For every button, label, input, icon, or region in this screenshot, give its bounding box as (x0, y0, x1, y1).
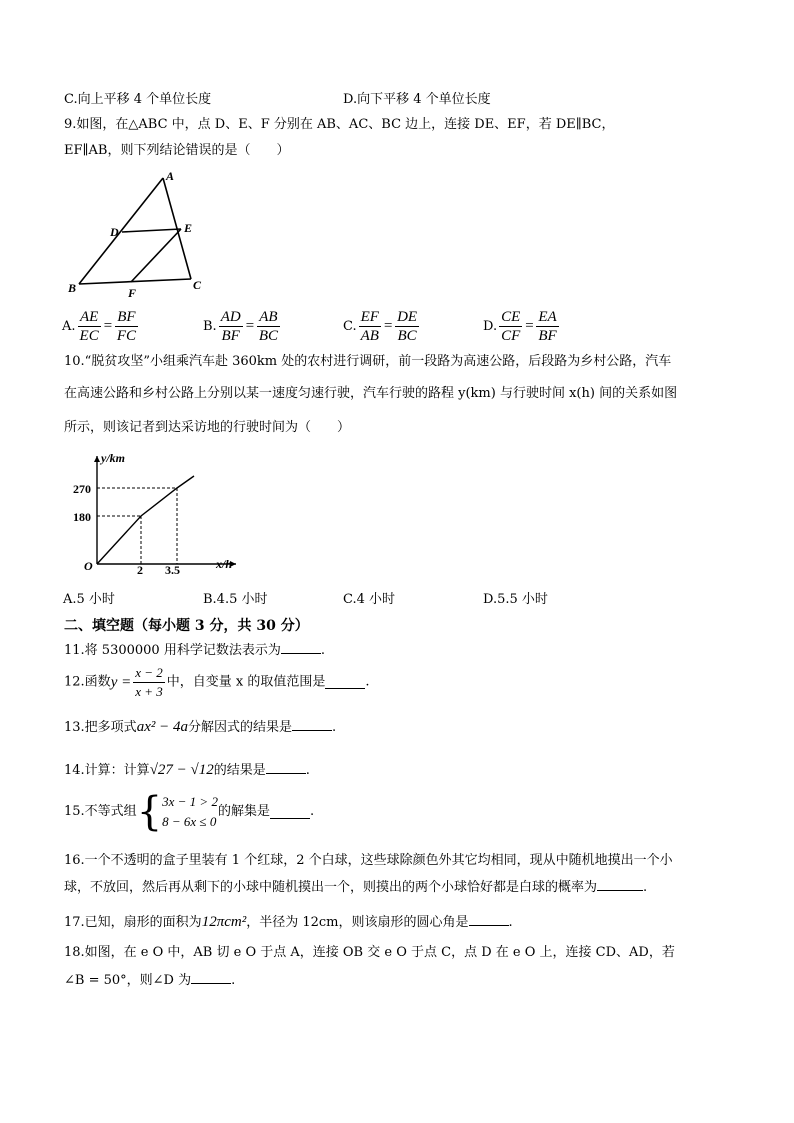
y-tick-180: 180 (73, 510, 91, 524)
y-tick-270: 270 (73, 482, 91, 496)
x-tick-3-5: 3.5 (165, 563, 180, 576)
q10-option-a: A.5 小时 (63, 592, 115, 607)
q12: 12.函数y = $\frac{x - 2}{x + 3}$ 中，自变量 x 的取值范围是 . (64, 665, 370, 699)
q9-stem-line1: 9.如图，在△ABC 中，点 D、E、F 分别在 AB、AC、BC 边上，连接 DE、EF，若 DE∥BC， (64, 117, 615, 132)
q9-stem-line2: EF∥AB，则下列结论错误的是（ ） (64, 143, 290, 158)
q10-option-d: D.5.5 小时 (483, 592, 548, 607)
q18-line1: 18.如图，在 e O 中，AB 切 e O 于点 A，连接 OB 交 e O 于点 C，点 D 在 e O 上，连接 CD、AD，若 (64, 945, 675, 960)
q11: 11.将 5300000 用科学记数法表示为 . (64, 643, 325, 658)
q8-option-d: D.向下平移 4 个单位长度 (343, 92, 491, 107)
q18-line2: ∠B = 50°，则∠D 为 . (64, 973, 236, 988)
q9-option-d: D. $\frac{CE}{CF}$ = $\frac{EA}{BF}$ (483, 309, 557, 344)
point-label-c: C (193, 278, 202, 292)
q15: 15.不等式组{ 3x − 1 > 2 8 − 6x ≤ 0 的解集是 . (64, 789, 315, 835)
point-label-f: F (128, 286, 137, 300)
q13: 13.把多项式ax² − 4a分解因式的结果是 . (64, 719, 337, 735)
q10-stem-line2: 在高速公路和乡村公路上分别以某一速度匀速行驶，汽车行驶的路程 y(km) 与行驶时间 x(h) 间的关系如图 (64, 386, 678, 401)
origin-label: O (84, 559, 93, 573)
point-label-b: B (68, 281, 77, 295)
q17: 17.已知，扇形的面积为12πcm²，半径为 12cm，则该扇形的圆心角是 . (64, 914, 513, 930)
q9-option-a: A. $\frac{AE}{EC}$ = $\frac{BF}{FC}$ (62, 309, 136, 344)
q10-stem-line1: 10.“脱贫攻坚”小组乘汽车赴 360km 处的农村进行调研，前一段路为高速公路，后段路为乡村公路，汽车 (64, 354, 672, 369)
q10-option-c: C.4 小时 (343, 592, 396, 607)
x-axis-label: x/h (216, 557, 233, 571)
q9-option-c: C. $\frac{EF}{AB}$ = $\frac{DE}{BC}$ (343, 309, 418, 344)
q16-line2: 球，不放回，然后再从剩下的小球中随机摸出一个，则摸出的两个小球恰好都是白球的概率为 . (64, 880, 648, 895)
point-label-e: E (184, 221, 193, 235)
q16-line1: 16.一个不透明的盒子里装有 1 个红球，2 个白球，这些球除颜色外其它均相同，现从中随机地摸出一个小 (64, 853, 673, 868)
point-label-a: A (166, 169, 175, 183)
section-heading: 二、填空题（每小题 3 分，共 30 分） (64, 618, 309, 634)
triangle-figure (60, 168, 210, 300)
q8-option-c: C.向上平移 4 个单位长度 (64, 92, 212, 107)
q10-option-b: B.4.5 小时 (203, 592, 268, 607)
distance-time-graph (68, 448, 248, 576)
q10-stem-line3: 所示，则该记者到达采访地的行驶时间为（ ） (64, 420, 351, 435)
q9-option-b: B. $\frac{AD}{BF}$ = $\frac{AB}{BC}$ (203, 309, 278, 344)
q14: 14.计算：计算√27 − √12的结果是 . (64, 762, 310, 778)
point-label-d: D (110, 225, 119, 239)
x-tick-2: 2 (137, 563, 143, 576)
y-axis-label: y/km (101, 451, 125, 465)
